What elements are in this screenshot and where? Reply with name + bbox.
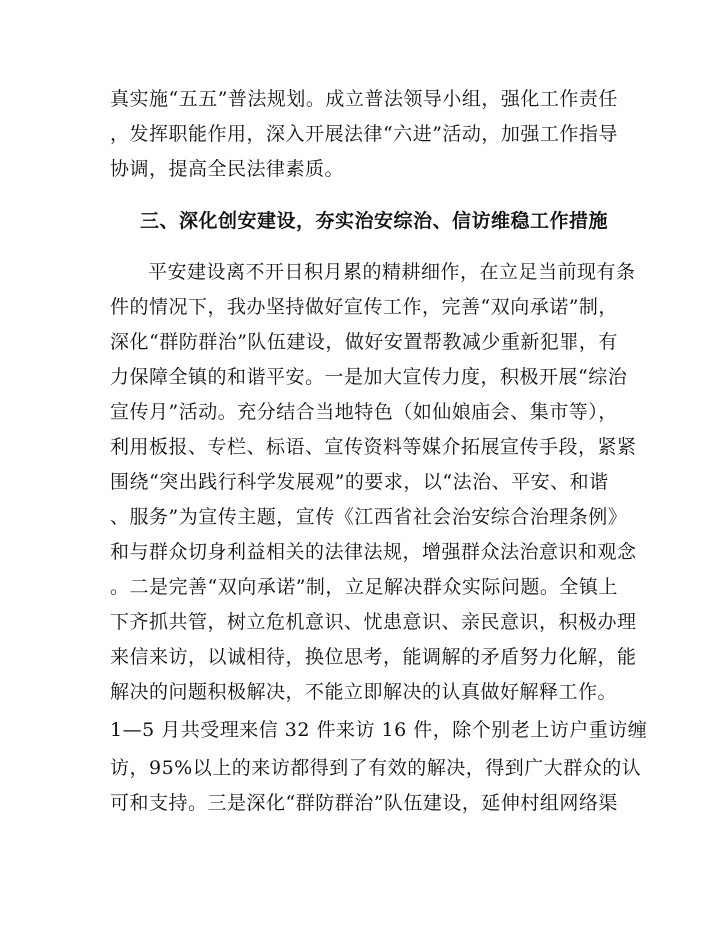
paragraph-first-line: 平安建设离不开日积月累的精耕细作，在立足当前现有条 xyxy=(148,261,636,283)
text-line: 1—5 月共受理来信 32 件来访 16 件，除个别老上访户重访缠 xyxy=(110,719,648,741)
text-line: 解决的问题积极解决，不能立即解决的认真做好解释工作。 xyxy=(110,681,618,703)
text-line: 可和支持。三是深化“群防群治”队伍建设，延伸村组网络渠 xyxy=(110,792,618,814)
text-line: 协调，提高全民法律素质。 xyxy=(110,158,345,180)
text-line: 真实施“五五”普法规划。成立普法领导小组，强化工作责任 xyxy=(110,88,618,110)
text-line: 利用板报、专栏、标语、宣传资料等媒介拓展宣传手段，紧紧 xyxy=(110,436,637,458)
text-line: 和与群众切身利益相关的法律法规，增强群众法治意识和观念 xyxy=(110,541,637,563)
text-line: ，发挥职能作用，深入开展法律“六进”活动，加强工作指导 xyxy=(110,123,618,145)
text-line: 宣传月”活动。充分结合当地特色（如仙娘庙会、集市等）， xyxy=(110,401,618,423)
text-line: 访，95%以上的来访都得到了有效的解决，得到广大群众的认 xyxy=(110,757,642,779)
text-line: 。二是完善“双向承诺”制，立足解决群众实际问题。全镇上 xyxy=(110,576,618,598)
text-line: 围绕“突出践行科学发展观”的要求，以“法治、平安、和谐 xyxy=(110,471,609,493)
text-line: 下齐抓共管，树立危机意识、忧患意识、亲民意识，积极办理 xyxy=(110,611,637,633)
section-heading: 三、深化创安建设，夯实治安综治、信访维稳工作措施 xyxy=(140,210,609,232)
text-line: 来信来访，以诚相待，换位思考，能调解的矛盾努力化解，能 xyxy=(110,646,637,668)
text-line: 深化“群防群治”队伍建设，做好安置帮教减少重新犯罪，有 xyxy=(110,331,618,353)
text-line: 力保障全镇的和谐平安。一是加大宣传力度，积极开展“综治 xyxy=(110,366,628,388)
text-line: 、服务”为宣传主题，宣传《江西省社会治安综合治理条例》 xyxy=(110,506,628,528)
text-line: 件的情况下，我办坚持做好宣传工作，完善“双向承诺”制， xyxy=(110,296,618,318)
